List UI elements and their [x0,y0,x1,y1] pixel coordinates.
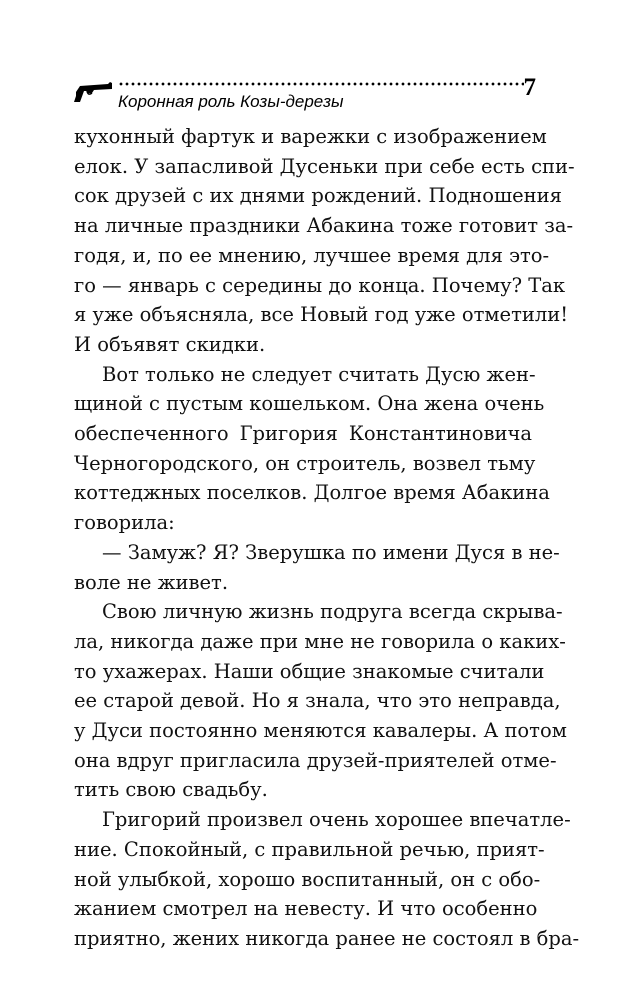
text-line: обеспеченного Григория Константиновича [74,422,532,446]
paragraph [74,360,550,538]
header-dotted-rule [118,82,524,86]
text-line: кухонный фартук и варежки с изображением [74,125,547,148]
text-line: годя, и, по ее мнению, лучшее время для это- [74,243,550,267]
text-line: она вдруг пригласила друзей-приятелей отме- [74,748,557,772]
text-line: ла, никогда даже при мне не говорила о каких- [74,629,566,653]
paragraph [74,805,580,954]
text-line: приятно, жених никогда ранее не состоял в бра- [74,926,580,950]
text-line: жанием смотрел на невесту. И что особенно [74,897,538,921]
text-line: Черногородского, он строитель, возвел тьму [74,451,536,475]
text-line: сок друзей с их днями рождений. Подношения [74,184,562,208]
text-line: коттеджных поселков. Долгое время Абакина [74,481,550,505]
paragraph [74,122,575,360]
text-line: то ухажерах. Наши общие знакомые считали [74,659,545,683]
text-line: И объявят скидки. [74,332,266,356]
page-number: 7 [523,74,536,101]
text-line: говорила: [74,511,175,535]
text-line: елок. У запасливой Дусеньки при себе есть спи- [74,154,575,178]
revolver-icon [74,78,114,104]
text-line: Свою личную жизнь подруга всегда скрыва- [102,600,563,624]
text-line: Григорий произвел очень хорошее впечатле- [102,808,571,832]
paragraph [74,538,560,597]
text-line: ние. Спокойный, с правильной речью, прият- [74,837,545,861]
running-title: Коронная роль Козы-дерезы [118,92,344,111]
paragraph [74,597,567,805]
text-line: ее старой девой. Но я знала, что это неправда, [74,689,561,713]
text-line: я уже объясняла, все Новый год уже отметили! [74,303,569,327]
text-line: ной улыбкой, хорошо воспитанный, он с обо- [74,867,541,891]
text-line: воле не живет. [74,570,229,594]
text-line: щиной с пустым кошельком. Она жена очень [74,392,545,416]
text-line: тить свою свадьбу. [74,778,268,802]
page-header [74,72,536,122]
text-line: у Дуси постоянно меняются кавалеры. А потом [74,719,567,743]
body-text [74,122,580,954]
text-line: Вот только не следует считать Дусю жен- [102,362,536,386]
text-line: го — январь с середины до конца. Почему? Так [74,273,566,297]
text-line: — Замуж? Я? Зверушка по имени Дуся в не- [102,540,560,564]
text-line: на личные праздники Абакина тоже готовит за- [74,214,574,238]
